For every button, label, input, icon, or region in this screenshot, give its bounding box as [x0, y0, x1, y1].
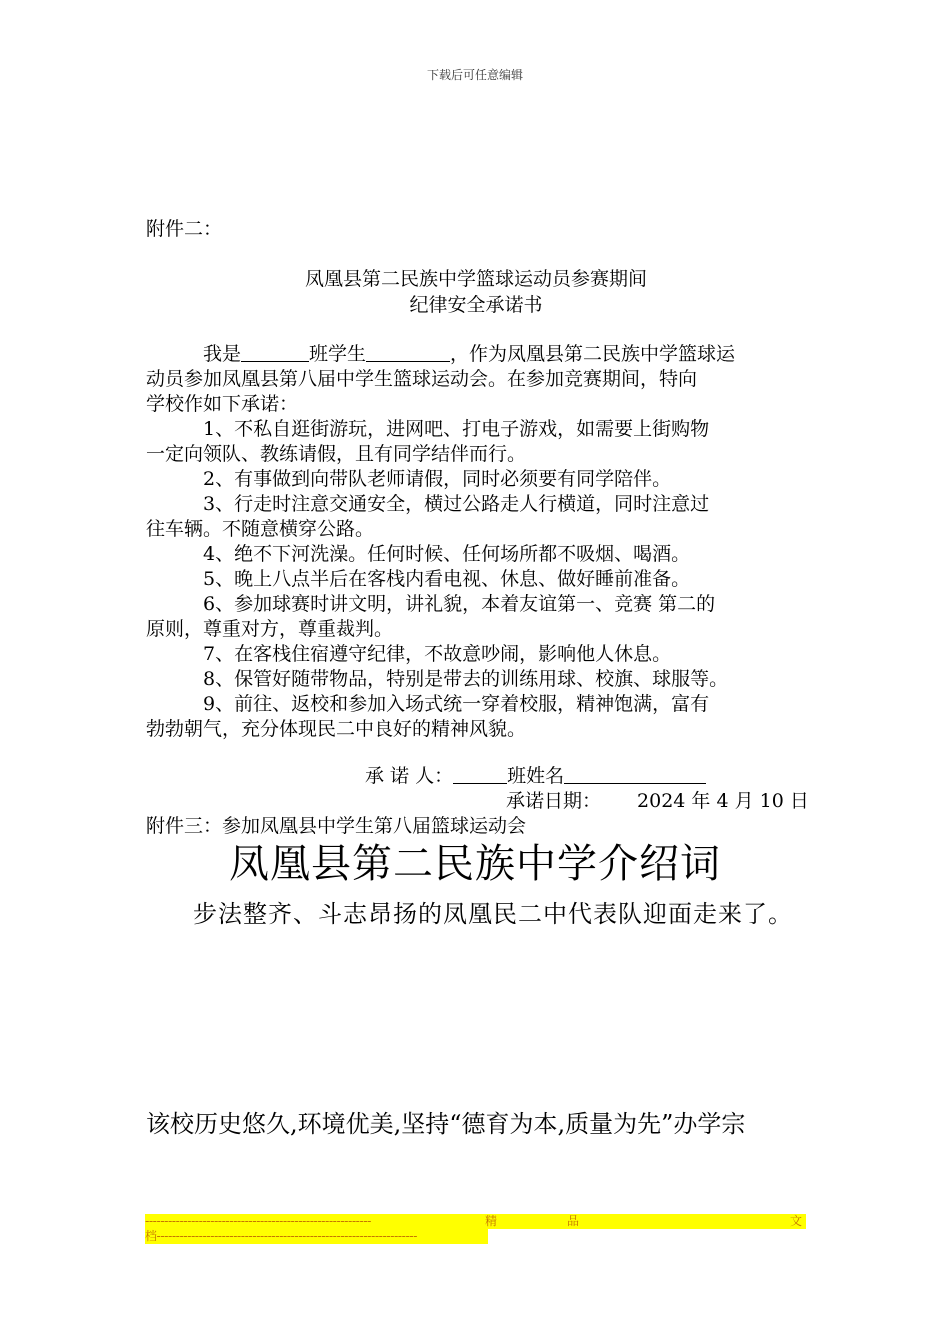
pledge-item-2-line1: 2、有事做到向带队老师请假，同时必须要有同学陪伴。	[203, 468, 672, 490]
footer-char-pin: 品	[567, 1214, 580, 1228]
name-blank	[366, 343, 450, 362]
pledge-item-6-line1: 6、参加球赛时讲文明，讲礼貌，本着友谊第一、竞赛 第二的	[203, 593, 716, 615]
pledge-intro-line2: 动员参加凤凰县第八届中学生篮球运动会。在参加竞赛期间，特向	[146, 368, 698, 390]
intro-text-part3: ，作为凤凰县第二民族中学篮球运	[450, 343, 736, 365]
date-row	[506, 789, 809, 813]
header-note: 下载后可任意编辑	[426, 68, 523, 82]
footer-char-wen: 文	[790, 1214, 803, 1228]
intro-text-part1: 我是	[203, 343, 242, 365]
pledge-item-8-line1: 8、保管好随带物品，特别是带去的训练用球、校旗、球服等。	[203, 668, 729, 690]
signer-label: 承 诺 人：	[365, 765, 454, 787]
attachment3-label: 附件三：参加凤凰县中学生第八届篮球运动会	[146, 815, 527, 837]
pledge-title-line1: 凤凰县第二民族中学篮球运动员参赛期间	[304, 268, 647, 290]
pledge-item-1-line1: 1、不私自逛街游玩，进网吧、打电子游戏，如需要上街购物	[203, 418, 710, 440]
footer-char-jing: 精	[485, 1214, 498, 1228]
attachment2-label: 附件二：	[146, 218, 223, 240]
date-value: 2024 年 4 月 10 日	[637, 790, 809, 812]
signer-class-label: 班姓名	[507, 765, 565, 787]
intro-text-part2: 班学生	[309, 343, 367, 365]
pledge-title-line2: 纪律安全承诺书	[409, 294, 543, 316]
pledge-item-6-line2: 原则，尊重对方，尊重裁判。	[146, 618, 394, 640]
footer-dashes: -----------------------------------------------------------	[145, 1214, 371, 1228]
pledge-item-1-line2: 一定向领队、教练请假，且有同学结伴而行。	[146, 443, 527, 465]
pledge-item-3-line2: 往车辆。不随意横穿公路。	[146, 518, 375, 540]
pledge-intro-line3: 学校作如下承诺：	[146, 393, 299, 415]
introduction-paragraph-2: 该校历史悠久,环境优美,坚持“德育为本,质量为先”办学宗	[146, 1110, 746, 1138]
pledge-intro-line1	[203, 342, 735, 366]
introduction-title: 凤凰县第二民族中学介绍词	[229, 841, 721, 887]
class-blank	[241, 343, 309, 362]
signer-class-blank	[453, 765, 507, 784]
footer-dang-dashes: 档--------------------------------------------------------------------	[145, 1229, 417, 1243]
pledge-item-9-line1: 9、前往、返校和参加入场式统一穿着校服，精神饱满，富有	[203, 693, 710, 715]
signer-row	[365, 764, 706, 788]
signer-name-blank	[564, 765, 706, 784]
date-label: 承诺日期：	[506, 790, 602, 812]
pledge-item-5-line1: 5、晚上八点半后在客栈内看电视、休息、做好睡前准备。	[203, 568, 691, 590]
introduction-paragraph-1: 步法整齐、斗志昂扬的凤凰民二中代表队迎面走来了。	[193, 900, 793, 928]
pledge-item-4-line1: 4、绝不下河洗澡。任何时候、任何场所都不吸烟、喝酒。	[203, 543, 691, 565]
pledge-item-7-line1: 7、在客栈住宿遵守纪律，不故意吵闹，影响他人休息。	[203, 643, 672, 665]
pledge-item-9-line2: 勃勃朝气，充分体现民二中良好的精神风貌。	[146, 718, 527, 740]
pledge-item-3-line1: 3、行走时注意交通安全，横过公路走人行横道，同时注意过	[203, 493, 710, 515]
